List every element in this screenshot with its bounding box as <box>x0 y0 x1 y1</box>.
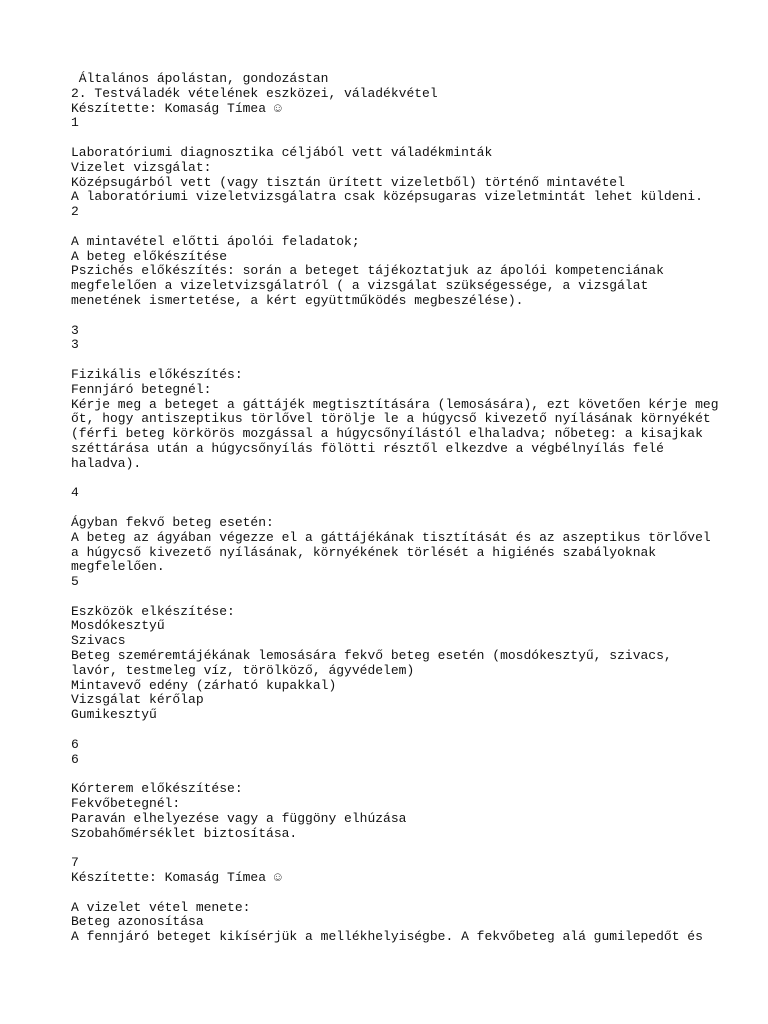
text-line: megfelelően a vizeletvizsgálatról ( a vizsgálat szükségessége, a vizsgálat <box>71 278 649 294</box>
text-line: Szobahőmérséklet biztosítása. <box>71 825 298 841</box>
text-line: megfelelően. <box>71 559 165 575</box>
blank-line <box>71 723 751 738</box>
page-number: 3 <box>71 337 79 353</box>
text-line: Középsugárból vett (vagy tisztán ürített vizeletből) történő mintavétel <box>71 174 625 190</box>
blank-line <box>71 767 751 782</box>
page-number: 5 <box>71 574 79 590</box>
blank-line <box>71 501 751 516</box>
text-line: Laboratóriumi diagnosztika céljából vett váladékminták <box>71 144 493 160</box>
text-line: Fekvőbetegnél: <box>71 796 181 812</box>
text-line: Kórterem előkészítése: <box>71 781 243 797</box>
text-line: A beteg előkészítése <box>71 248 228 264</box>
text-line: Kérje meg a beteget a gáttájék megtisztítására (lemosására), ezt követően kérje meg <box>71 396 719 412</box>
blank-line <box>71 309 751 324</box>
text-line: Eszközök elkészítése: <box>71 603 235 619</box>
blank-line <box>71 472 751 487</box>
blank-line <box>71 841 751 856</box>
text-line: a húgycső kivezető nyílásának, környékének törlését a higiénés szabályoknak <box>71 544 657 560</box>
blank-line <box>71 590 751 605</box>
text-line: Beteg szeméremtájékának lemosására fekvő beteg esetén (mosdókesztyű, szivacs, <box>71 648 672 664</box>
blank-line <box>71 131 751 146</box>
text-line: Fizikális előkészítés: <box>71 366 243 382</box>
text-line: Beteg azonosítása <box>71 914 204 930</box>
text-line: Paraván elhelyezése vagy a függöny elhúzása <box>71 810 407 826</box>
blank-line <box>71 220 751 235</box>
text-line: (férfi beteg körkörös mozgással a húgycsőnyílástól elhaladva; nőbeteg: a kisajkak <box>71 426 703 442</box>
text-line: A laboratóriumi vizeletvizsgálatra csak középsugaras vizeletmintát lehet küldeni. <box>71 189 703 205</box>
text-line: lavór, testmeleg víz, törölköző, ágyvédelem) <box>71 662 415 678</box>
text-line: A beteg az ágyában végezze el a gáttájékának tisztítását és az aszeptikus törlővel <box>71 529 711 545</box>
text-line: Vizelet vizsgálat: <box>71 159 212 175</box>
text-line: Gumikesztyű <box>71 707 157 723</box>
text-line: 2. Testváladék vételének eszközei, váladékvétel <box>71 85 438 101</box>
text-line: Pszichés előkészítés: során a beteget tájékoztatjuk az ápolói kompetenciának <box>71 263 664 279</box>
page-number: 6 <box>71 736 79 752</box>
page-number: 2 <box>71 204 79 220</box>
text-line: Vizsgálat kérőlap <box>71 692 204 708</box>
text-line: őt, hogy antiszeptikus törlővel törölje le a húgycső kivezető nyílásának környékét <box>71 411 711 427</box>
text-line: Általános ápolástan, gondozástan <box>71 71 329 86</box>
page-number: 3 <box>71 322 79 338</box>
page-number: 6 <box>71 751 79 767</box>
text-line: A fennjáró beteget kikísérjük a mellékhelyiségbe. A fekvőbeteg alá gumilepedőt és <box>71 929 703 945</box>
text-line: Ágyban fekvő beteg esetén: <box>71 514 274 530</box>
blank-line <box>71 353 751 368</box>
page-number: 7 <box>71 855 79 871</box>
text-line: Szivacs <box>71 633 126 649</box>
text-line: Készítette: Komaság Tímea ☺ <box>71 870 282 886</box>
text-line: Fennjáró betegnél: <box>71 381 212 397</box>
text-line: széttárása után a húgycsőnyílás fölötti résztől elkezdve a végbélnyílás felé <box>71 440 664 456</box>
text-line: menetének ismertetése, a kért együttműködés megbeszélése). <box>71 292 524 308</box>
blank-line <box>71 886 751 901</box>
document-page <box>71 72 751 945</box>
page-number: 4 <box>71 485 79 501</box>
text-line: A mintavétel előtti ápolói feladatok; <box>71 233 360 249</box>
text-line: Mosdókesztyű <box>71 618 165 634</box>
text-line: Készítette: Komaság Tímea ☺ <box>71 100 282 116</box>
text-line: Mintavevő edény (zárható kupakkal) <box>71 677 337 693</box>
page-number: 1 <box>71 115 79 131</box>
text-line: A vizelet vétel menete: <box>71 899 251 915</box>
text-line: haladva). <box>71 455 142 471</box>
